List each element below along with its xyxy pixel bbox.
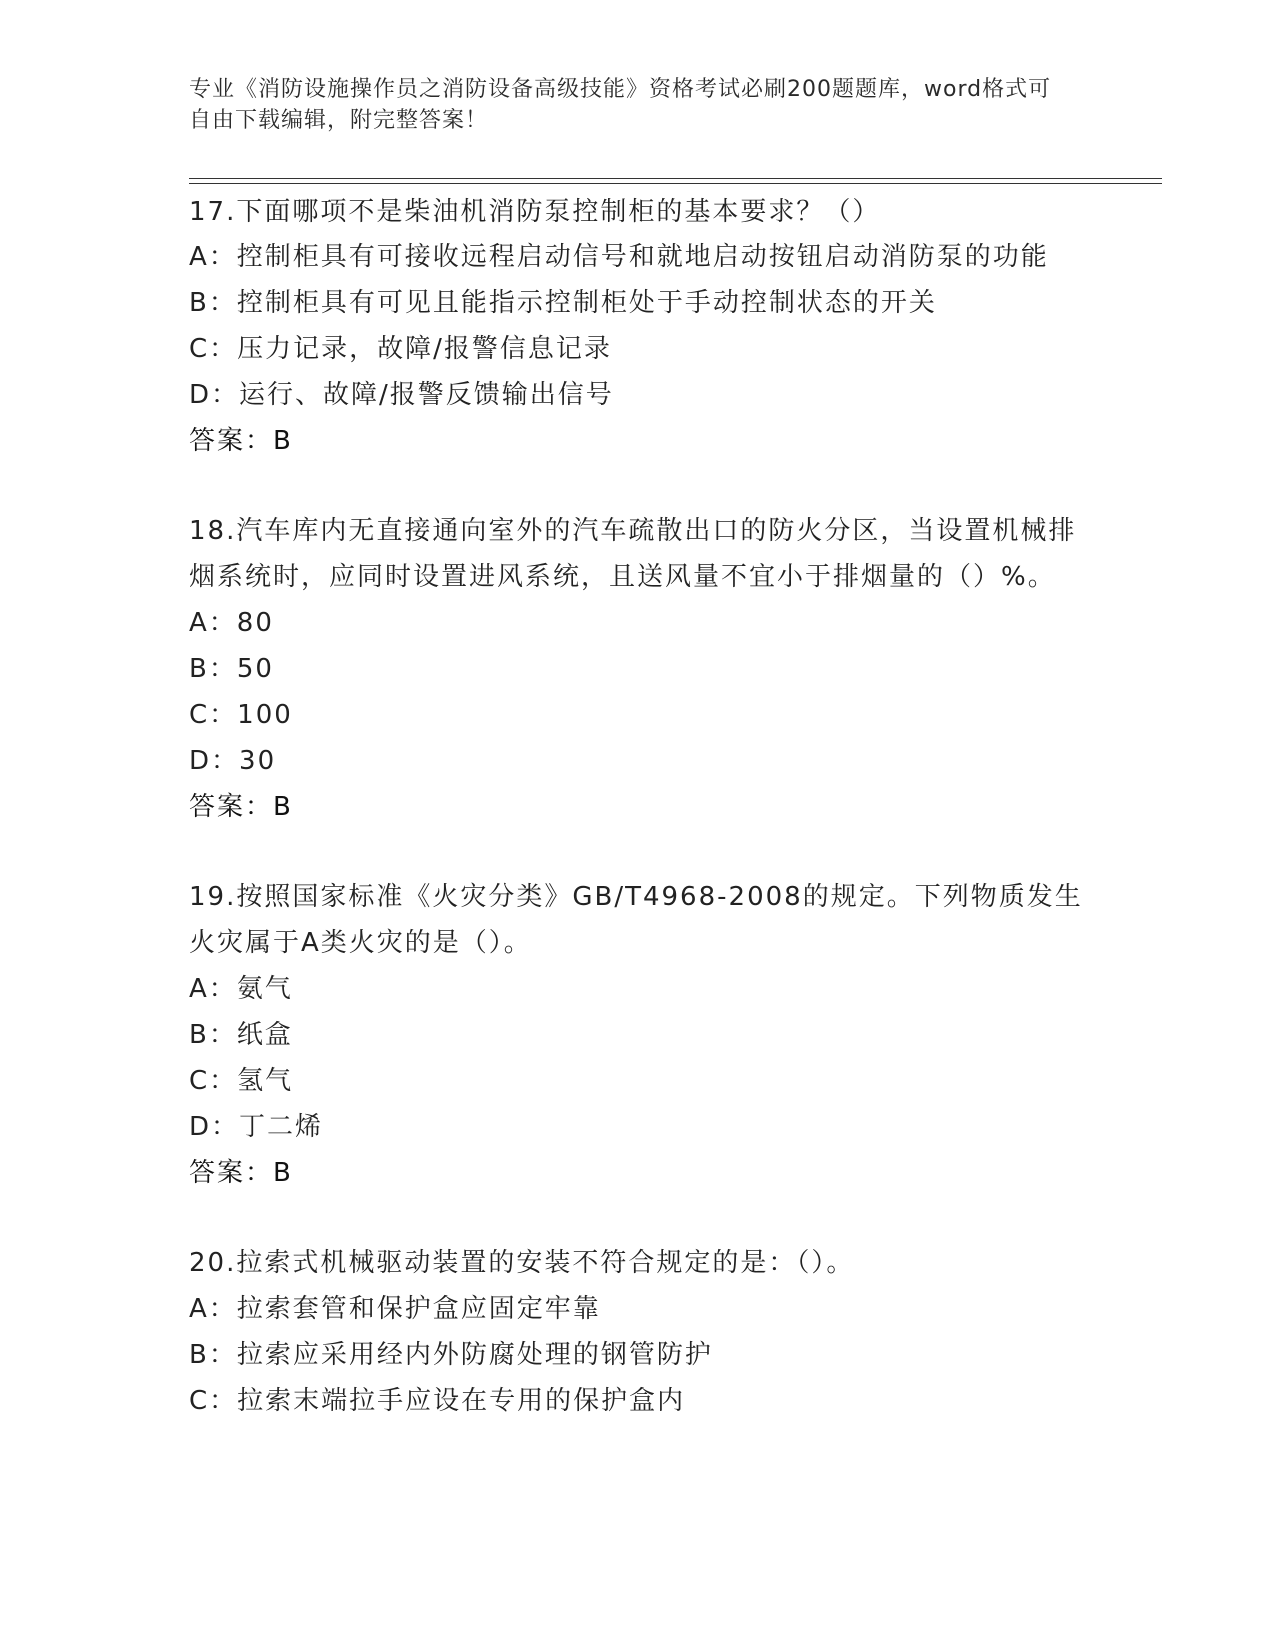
option-c: C：氢气 — [189, 1066, 294, 1096]
header-divider-bottom — [189, 183, 1162, 184]
option-d: D：运行、故障/报警反馈输出信号 — [189, 380, 614, 410]
option-b: B：控制柜具有可见且能指示控制柜处于手动控制状态的开关 — [189, 288, 937, 318]
document-header: 专业《消防设施操作员之消防设备高级技能》资格考试必刷200题题库，word格式可自由下载编辑，附完整答案！ — [189, 77, 1052, 133]
header-divider-top — [189, 178, 1162, 179]
question-17 — [189, 190, 1089, 464]
question-19 — [189, 874, 1089, 1196]
question-18 — [189, 508, 1089, 830]
answer-line: 答案：B — [189, 792, 293, 822]
option-d: D：30 — [189, 746, 277, 776]
option-b: B：50 — [189, 654, 274, 684]
spacer — [189, 830, 1089, 874]
option-a: A：氨气 — [189, 974, 293, 1004]
option-b: B：纸盒 — [189, 1020, 293, 1050]
option-c: C：100 — [189, 700, 293, 730]
question-stem: 17.下面哪项不是柴油机消防泵控制柜的基本要求？（） — [189, 197, 881, 227]
answer-line: 答案：B — [189, 426, 293, 456]
option-c: C：压力记录，故障/报警信息记录 — [189, 334, 612, 364]
option-a: A：80 — [189, 608, 274, 638]
option-c: C：拉索末端拉手应设在专用的保护盒内 — [189, 1386, 686, 1416]
option-a: A：拉索套管和保护盒应固定牢靠 — [189, 1294, 601, 1324]
spacer — [189, 464, 1089, 508]
question-20 — [189, 1240, 1089, 1424]
question-list — [189, 190, 1089, 1424]
option-a: A：控制柜具有可接收远程启动信号和就地启动按钮启动消防泵的功能 — [189, 242, 1049, 272]
option-b: B：拉索应采用经内外防腐处理的钢管防护 — [189, 1340, 713, 1370]
spacer — [189, 1196, 1089, 1240]
answer-line: 答案：B — [189, 1158, 293, 1188]
question-stem: 18.汽车库内无直接通向室外的汽车疏散出口的防火分区，当设置机械排烟系统时，应同时设置进风系统，且送风量不宜小于排烟量的（）%。 — [189, 516, 1077, 592]
option-d: D：丁二烯 — [189, 1112, 324, 1142]
question-stem: 20.拉索式机械驱动装置的安装不符合规定的是：（）。 — [189, 1248, 855, 1278]
question-stem: 19.按照国家标准《火灾分类》GB/T4968-2008的规定。下列物质发生火灾属于A类火灾的是（）。 — [189, 882, 1083, 958]
